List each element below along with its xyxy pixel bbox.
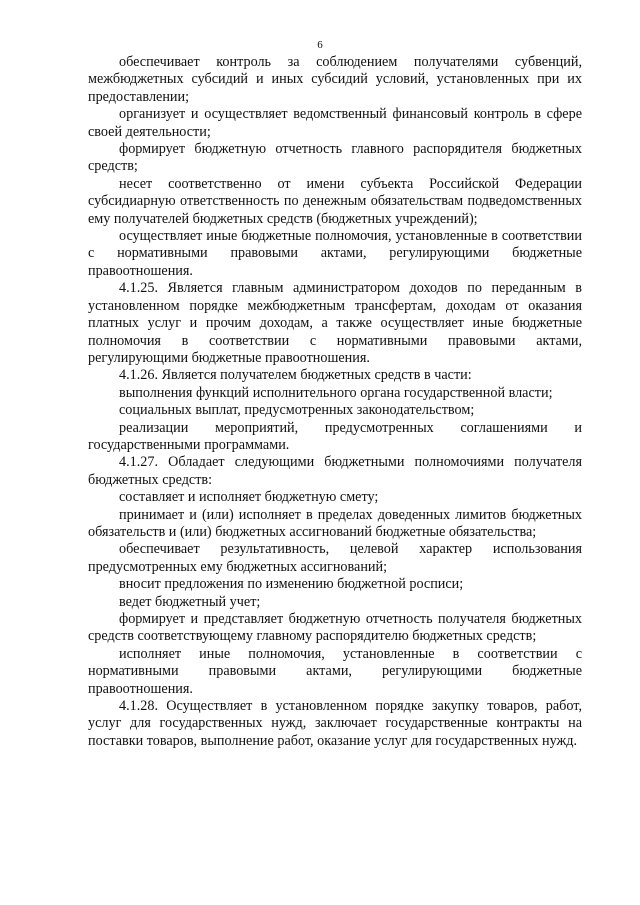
paragraph: исполняет иные полномочия, установленные в соответствии с нормативными правовыми актами, регулирующими бюджетные правоотношения. xyxy=(88,645,582,697)
paragraph: принимает и (или) исполняет в пределах доведенных лимитов бюджетных обязательств и (или) бюджетных ассигнований бюджетные обязательства; xyxy=(88,506,582,540)
paragraph: несет соответственно от имени субъекта Российской Федерации субсидиарную ответственность по денежным обязательствам подведомственных ему получателей бюджетных средств (бюджетных учреждений); xyxy=(88,175,582,227)
paragraph: реализации мероприятий, предусмотренных соглашениями и государственными программами. xyxy=(88,419,582,453)
paragraph-4-1-26: 4.1.26. Является получателем бюджетных средств в части: xyxy=(119,367,472,384)
paragraph-4-1-28: 4.1.28. Осуществляет в установленном порядке закупку товаров, работ, услуг для государственных нужд, заключает государственные контракты на поставки товаров, выполнение работ, оказание услуг для государственных нужд. xyxy=(88,698,582,749)
paragraph: обеспечивает результативность, целевой характер использования предусмотренных ему бюджетных ассигнований; xyxy=(88,541,582,575)
paragraph-4-1-27: 4.1.27. Обладает следующими бюджетными полномочиями получателя бюджетных средств: xyxy=(88,454,582,488)
paragraph: ведет бюджетный учет; xyxy=(119,593,261,610)
paragraph-4-1-25: 4.1.25. Является главным администратором доходов по переданным в установленном порядке межбюджетным трансфертам, доходам от оказания платных услуг и прочим доходам, а также осуществляет иные бюджетные полномочия в соответствии с нормативными правовыми актами, регулирующими бюджетные правоотношения. xyxy=(88,280,582,366)
page-number: 6 xyxy=(317,39,323,51)
paragraph: социальных выплат, предусмотренных законодательством; xyxy=(119,402,475,419)
document-body xyxy=(88,54,582,750)
paragraph: составляет и исполняет бюджетную смету; xyxy=(119,489,379,506)
paragraph: осуществляет иные бюджетные полномочия, установленные в соответствии с нормативными правовыми актами, регулирующими бюджетные правоотношения. xyxy=(88,228,582,279)
paragraph: выполнения функций исполнительного органа государственной власти; xyxy=(119,384,553,401)
paragraph: вносит предложения по изменению бюджетной росписи; xyxy=(119,576,464,593)
paragraph: обеспечивает контроль за соблюдением получателями субвенций, межбюджетных субсидий и иных субсидий условий, установленных при их предоставлении; xyxy=(88,54,582,105)
paragraph: формирует бюджетную отчетность главного распорядителя бюджетных средств; xyxy=(88,141,582,175)
paragraph: формирует и представляет бюджетную отчетность получателя бюджетных средств соответствующему главному распорядителю бюджетных средств; xyxy=(88,611,582,645)
paragraph: организует и осуществляет ведомственный финансовый контроль в сфере своей деятельности; xyxy=(88,106,582,140)
